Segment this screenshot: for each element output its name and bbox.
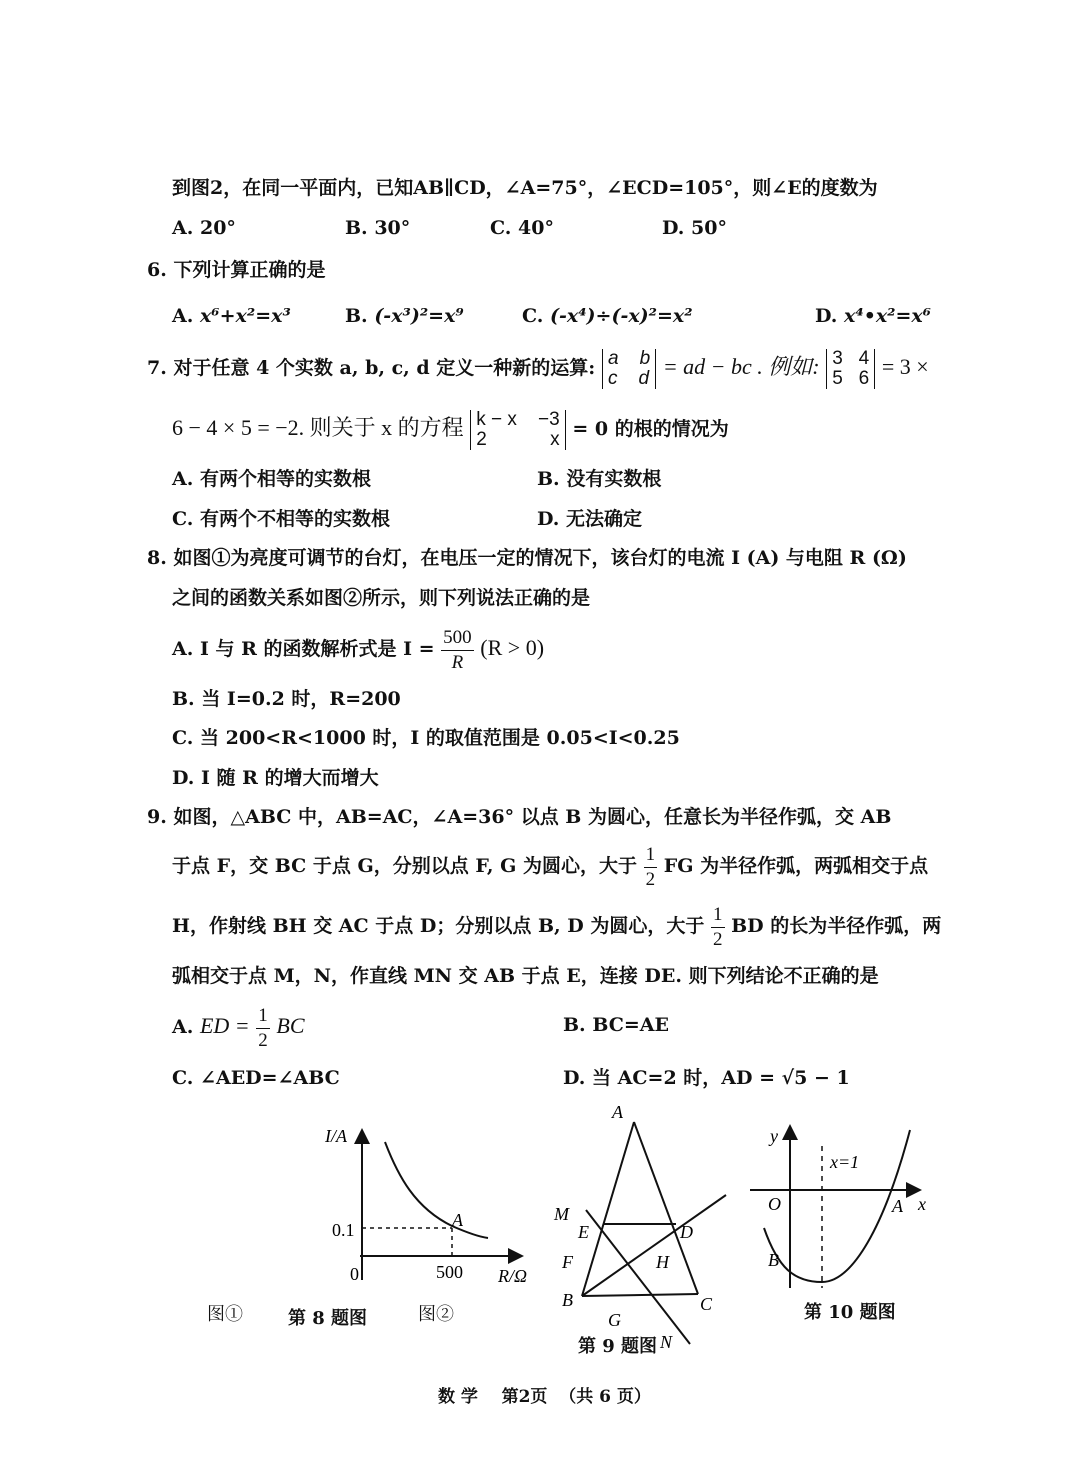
fig9-label-a: A — [612, 1102, 623, 1122]
fig10-x-label: x — [918, 1194, 926, 1214]
q7-option-c: C. 有两个不相等的实数根 — [172, 508, 391, 530]
fig8-label-1: 图① — [207, 1304, 243, 1325]
q8-option-a: A. I 与 R 的函数解析式是 I = $\frac{500}{R}$ (R > 0) — [172, 626, 545, 673]
q9-option-b: B. BC=AE — [563, 1014, 669, 1036]
fig8-origin: 0 — [350, 1264, 359, 1284]
figure-9-diagram — [548, 1100, 748, 1350]
fig8-label-2: 图② — [418, 1304, 454, 1325]
fig8-x-tick: 500 — [436, 1262, 463, 1282]
fig9-ray-bh — [582, 1195, 726, 1296]
q9-option-a: A. ED = $\frac{1}{2}$ BC — [172, 1004, 305, 1051]
q7-option-d: D. 无法确定 — [537, 508, 643, 530]
q7-option-a: A. 有两个相等的实数根 — [172, 468, 371, 490]
q5-option-a: A. 20° — [172, 217, 236, 239]
fig10-axis-label: x=1 — [830, 1152, 860, 1172]
fig9-label-h: H — [656, 1252, 669, 1272]
figure-10-graph — [748, 1118, 948, 1298]
fig9-label-g: G — [608, 1310, 621, 1330]
fig9-side-bc — [582, 1294, 698, 1296]
fig9-side-ab — [582, 1122, 634, 1296]
q8-option-d: D. I 随 R 的增大而增大 — [172, 767, 379, 789]
q7-determinant-def: a b c d — [602, 349, 656, 389]
fig10-y-label: y — [770, 1126, 778, 1146]
fig8-y-axis-label: I/A — [325, 1126, 347, 1146]
fig8-caption: 第 8 题图 — [288, 1308, 368, 1329]
q8-stem-line1: 8. 如图①为亮度可调节的台灯，在电压一定的情况下，该台灯的电流 I (A) 与电阻 R (Ω) — [147, 547, 907, 569]
q7-determinant-equation: k − x −3 2 x — [470, 410, 565, 450]
fig8-x-axis-label: R/Ω — [498, 1266, 528, 1286]
q8-stem-line2: 之间的函数关系如图②所示，则下列说法正确的是 — [172, 587, 591, 609]
fig8-point-a: A — [452, 1210, 463, 1230]
q8-option-b: B. 当 I=0.2 时，R=200 — [172, 688, 401, 710]
fig9-label-e: E — [578, 1222, 589, 1242]
fig8-y-tick: 0.1 — [332, 1220, 355, 1240]
q9-line1: 9. 如图，△ABC 中，AB=AC，∠A=36° 以点 B 为圆心，任意长为半径作弧，交 AB — [147, 806, 892, 828]
page-footer: 数 学 第2页 （共 6 页） — [438, 1387, 651, 1407]
q9-option-d: D. 当 AC=2 时，AD = √5 − 1 — [563, 1067, 850, 1089]
q5-option-d: D. 50° — [662, 217, 727, 239]
fig9-label-c: C — [700, 1294, 713, 1314]
q5-stem: 到图2，在同一平面内，已知AB∥CD，∠A=75°，∠ECD=105°，则∠E的度数为 — [172, 177, 878, 199]
q6-option-b: B. (-x³)²=x⁹ — [345, 305, 464, 327]
q6-stem: 6. 下列计算正确的是 — [147, 259, 326, 281]
q5-option-b: B. 30° — [345, 217, 411, 239]
q7-option-b: B. 没有实数根 — [537, 468, 662, 490]
fig10-point-a: A — [892, 1196, 903, 1216]
q5-option-c: C. 40° — [490, 217, 554, 239]
fig9-caption: 第 9 题图 — [578, 1336, 658, 1357]
fig9-label-b: B — [562, 1290, 573, 1310]
fig9-label-n: N — [660, 1332, 673, 1350]
q6-option-a: A. x⁶+x²=x³ — [172, 305, 291, 327]
fig10-origin: O — [768, 1194, 781, 1214]
q6-option-d: D. x⁴•x²=x⁶ — [815, 305, 932, 327]
fig9-label-m: M — [554, 1204, 569, 1224]
q9-line3: H，作射线 BH 交 AC 于点 D；分别以点 B, D 为圆心，大于 $\frac{1}{2}$ BD 的长为半径作弧，两 — [172, 903, 942, 950]
q6-option-c: C. (-x⁴)÷(-x)²=x² — [522, 305, 693, 327]
q9-line4: 弧相交于点 M，N，作直线 MN 交 AB 于点 E，连接 DE. 则下列结论不正确的是 — [172, 965, 879, 987]
q9-option-c: C. ∠AED=∠ABC — [172, 1067, 340, 1089]
q7-line1: 7. 对于任意 4 个实数 a, b, c, d 定义一种新的运算: a b c d = ad − bc . 例如: 3 4 5 6 = 3 × — [147, 348, 929, 389]
figure-8-graph — [320, 1118, 550, 1298]
fig10-caption: 第 10 题图 — [804, 1302, 896, 1323]
q7-line2: 6 − 4 × 5 = −2. 则关于 x 的方程 k − x −3 2 x = 0 的根的情况为 — [172, 409, 729, 450]
fig10-point-b: B — [768, 1250, 779, 1270]
fig9-label-f: F — [562, 1252, 573, 1272]
q9-line2: 于点 F，交 BC 于点 G，分别以点 F, G 为圆心，大于 $\frac{1}{2}$ FG 为半径作弧，两弧相交于点 — [172, 843, 929, 890]
q8-option-c: C. 当 200<R<1000 时，I 的取值范围是 0.05<I<0.25 — [172, 727, 680, 749]
fig8-curve — [385, 1142, 488, 1238]
fig9-label-d: D — [680, 1222, 693, 1242]
q7-determinant-example: 3 4 5 6 — [826, 349, 875, 389]
